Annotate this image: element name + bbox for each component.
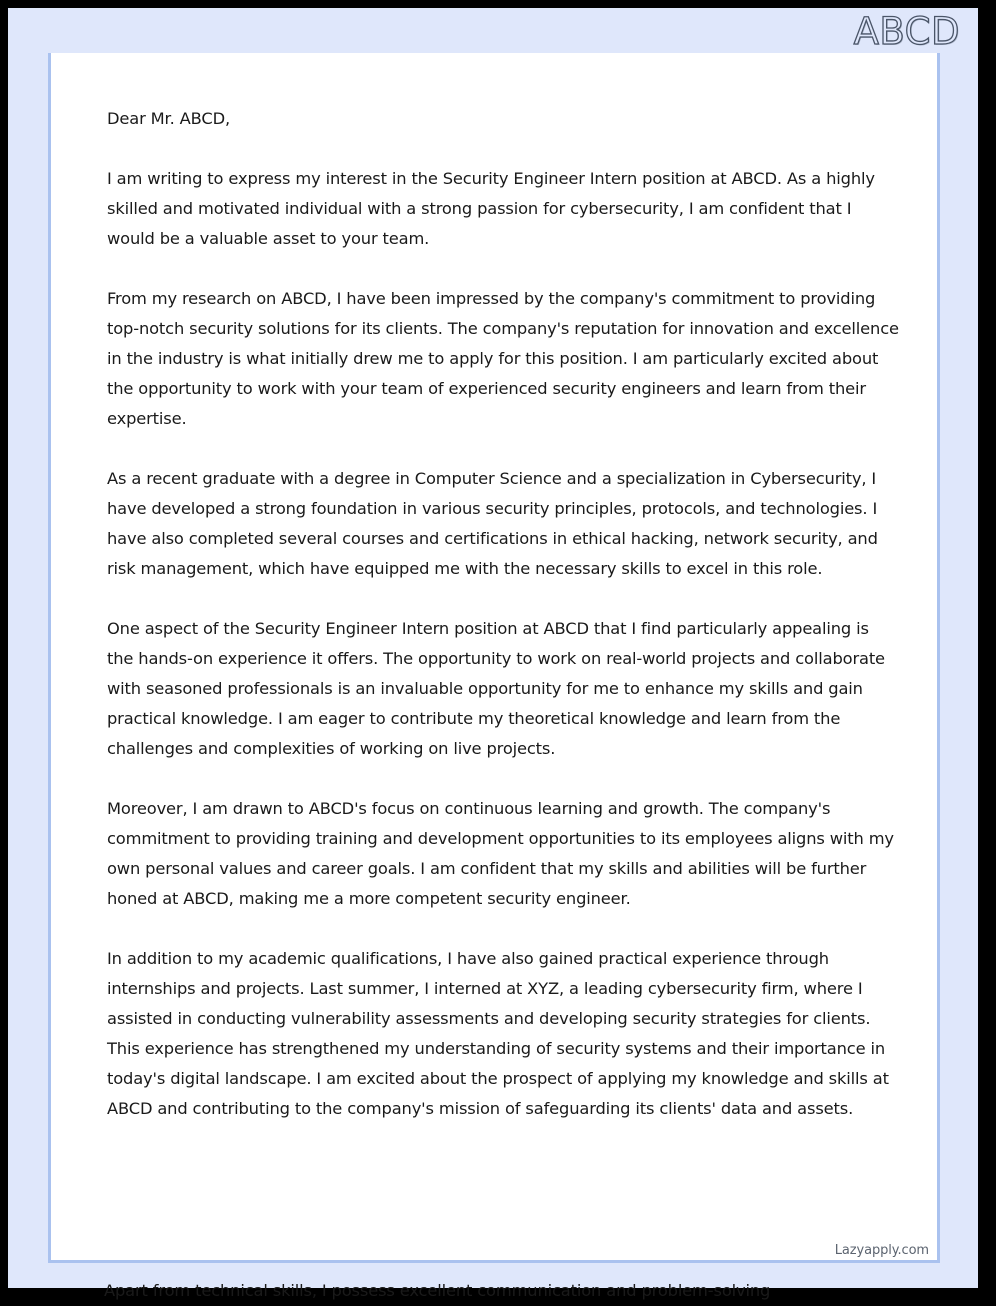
letter-overflow-line: Apart from technical skills, I possess excellent communication and problem-solving [104, 1281, 771, 1300]
letter-paragraph: From my research on ABCD, I have been impressed by the company's commitment to providing top-notch security solutions for its clients. The company's reputation for innovation and excellence in the industry is what initially drew me to apply for this position. I am particularly excited about the opportunity to work with your team of experienced security engineers and learn from their expertise. [107, 289, 899, 428]
letter-text [107, 104, 899, 1124]
letter-paragraph: As a recent graduate with a degree in Computer Science and a specialization in Cybersecurity, I have developed a strong foundation in various security principles, protocols, and technologies. I have also completed several courses and certifications in ethical hacking, network security, and risk management, which have equipped me with the necessary skills to excel in this role. [107, 469, 878, 578]
lazyapply-watermark: Lazyapply.com [834, 1243, 929, 1258]
letter-paragraph: One aspect of the Security Engineer Intern position at ABCD that I find particularly appealing is the hands-on experience it offers. The opportunity to work on real-world projects and collaborate with seasoned professionals is an invaluable opportunity for me to enhance my skills and gain practical knowledge. I am eager to contribute my theoretical knowledge and learn from the challenges and complexities of working on live projects. [107, 619, 885, 758]
letter-paragraph: Moreover, I am drawn to ABCD's focus on continuous learning and growth. The company's commitment to providing training and development opportunities to its employees aligns with my own personal values and career goals. I am confident that my skills and abilities will be further honed at ABCD, making me a more competent security engineer. [107, 799, 894, 908]
brand-logo: ABCD [853, 10, 960, 53]
cover-letter-body [51, 60, 937, 1260]
page-canvas [8, 8, 978, 1300]
letter-paragraph: In addition to my academic qualifications, I have also gained practical experience through internships and projects. Last summer, I interned at XYZ, a leading cybersecurity firm, where I assisted in conducting vulnerability assessments and developing security strategies for clients. This experience has strengthened my understanding of security systems and their importance in today's digital landscape. I am excited about the prospect of applying my knowledge and skills at ABCD and contributing to the company's mission of safeguarding its clients' data and assets. [107, 949, 889, 1118]
salutation: Dear Mr. ABCD, [107, 109, 230, 128]
cover-letter-panel [48, 53, 940, 1263]
letter-paragraph: I am writing to express my interest in the Security Engineer Intern position at ABCD. As a highly skilled and motivated individual with a strong passion for cybersecurity, I am confident that I would be a valuable asset to your team. [107, 169, 875, 248]
